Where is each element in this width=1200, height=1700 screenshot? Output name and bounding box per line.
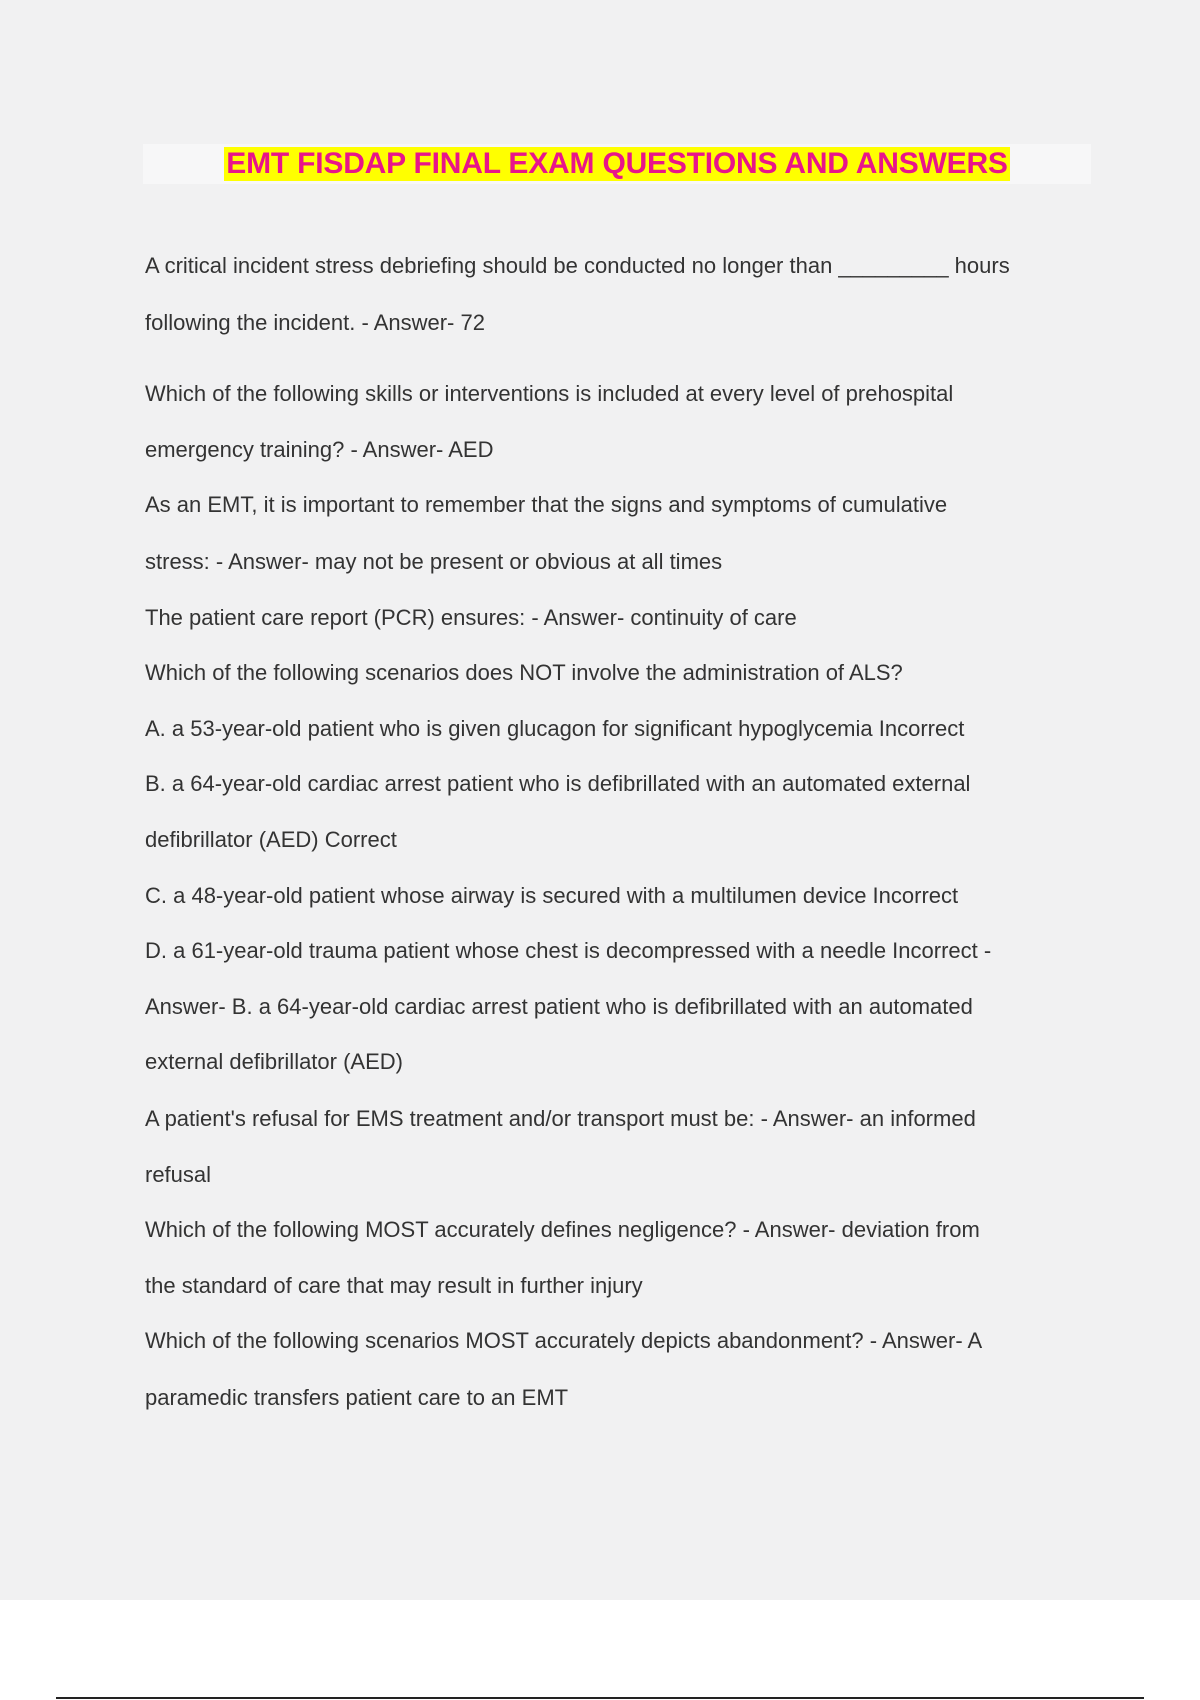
- footer-rule: [56, 1697, 1144, 1699]
- text-line: D. a 61-year-old trauma patient whose chest is decompressed with a needle Incorrect -: [145, 938, 992, 963]
- text-line: A. a 53-year-old patient who is given glucagon for significant hypoglycemia Incorrect: [145, 716, 965, 741]
- text-line: A critical incident stress debriefing should be conducted no longer than _________ hours: [145, 253, 1010, 278]
- text-line: As an EMT, it is important to remember that the signs and symptoms of cumulative: [145, 492, 948, 517]
- text-line: stress: - Answer- may not be present or obvious at all times: [145, 549, 723, 574]
- text-line: following the incident. - Answer- 72: [145, 310, 485, 335]
- text-line: A patient's refusal for EMS treatment and/or transport must be: - Answer- an informed: [145, 1106, 976, 1131]
- text-line: Which of the following scenarios MOST accurately depicts abandonment? - Answer- A: [145, 1328, 983, 1353]
- text-line: refusal: [145, 1162, 212, 1187]
- text-line: the standard of care that may result in further injury: [145, 1273, 643, 1298]
- text-line: defibrillator (AED) Correct: [145, 827, 397, 852]
- text-line: Which of the following MOST accurately defines negligence? - Answer- deviation from: [145, 1217, 980, 1242]
- text-line: external defibrillator (AED): [145, 1049, 403, 1074]
- text-line: Which of the following scenarios does NOT involve the administration of ALS?: [145, 660, 903, 685]
- text-line: B. a 64-year-old cardiac arrest patient who is defibrillated with an automated external: [145, 771, 971, 796]
- text-line: paramedic transfers patient care to an EMT: [145, 1385, 569, 1410]
- text-line: Which of the following skills or interventions is included at every level of prehospital: [145, 381, 954, 406]
- text-line: C. a 48-year-old patient whose airway is secured with a multilumen device Incorrect: [145, 883, 959, 908]
- text-line: Answer- B. a 64-year-old cardiac arrest patient who is defibrillated with an automated: [145, 994, 973, 1019]
- text-line: emergency training? - Answer- AED: [145, 437, 494, 462]
- text-line: The patient care report (PCR) ensures: - Answer- continuity of care: [145, 605, 797, 630]
- page-title: EMT FISDAP FINAL EXAM QUESTIONS AND ANSWERS: [226, 147, 1008, 180]
